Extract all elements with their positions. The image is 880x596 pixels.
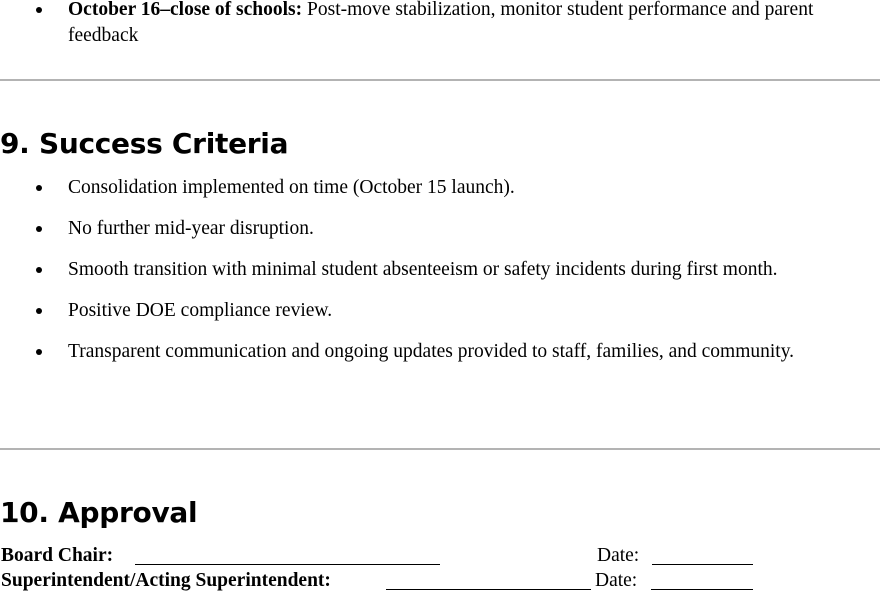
- success-criteria-item: No further mid-year disruption.: [68, 218, 314, 239]
- success-criteria-item: Smooth transition with minimal student absenteeism or safety incidents during first month.: [68, 259, 778, 280]
- signature-line[interactable]: [386, 589, 591, 590]
- bullet-icon: [36, 308, 42, 314]
- timeline-item-lead: October 16–close of schools:: [68, 0, 303, 20]
- section-heading-success-criteria: 9. Success Criteria: [0, 127, 289, 160]
- list-item: [0, 298, 880, 324]
- section-divider: [0, 79, 880, 81]
- bullet-icon: [36, 185, 42, 191]
- bullet-icon: [36, 7, 42, 13]
- list-item: [0, 0, 880, 49]
- success-criteria-item: Positive DOE compliance review.: [68, 300, 333, 321]
- signature-label: Superintendent/Acting Superintendent:: [1, 570, 331, 591]
- signature-row-board-chair: [0, 544, 880, 568]
- signature-line[interactable]: [135, 564, 440, 565]
- list-item: [0, 175, 880, 201]
- list-item: [0, 339, 880, 365]
- signature-row-superintendent: [0, 569, 880, 593]
- bullet-icon: [36, 226, 42, 232]
- section-divider: [0, 448, 880, 450]
- section-heading-approval: 10. Approval: [0, 496, 198, 529]
- success-criteria-list: [0, 175, 880, 365]
- list-item: [0, 257, 880, 283]
- date-label: Date:: [595, 570, 638, 591]
- list-item: [0, 216, 880, 242]
- success-criteria-item: Consolidation implemented on time (October 15 launch).: [68, 177, 515, 198]
- bullet-icon: [36, 349, 42, 355]
- bullet-icon: [36, 267, 42, 273]
- timeline-list: [0, 0, 880, 49]
- timeline-item-text: Post-move stabilization, monitor student performance and parent feedback: [68, 0, 814, 46]
- date-line[interactable]: [651, 589, 753, 590]
- success-criteria-item: Transparent communication and ongoing updates provided to staff, families, and community.: [68, 341, 795, 362]
- date-line[interactable]: [652, 564, 753, 565]
- signature-label: Board Chair:: [1, 545, 114, 566]
- date-label: Date:: [597, 545, 640, 566]
